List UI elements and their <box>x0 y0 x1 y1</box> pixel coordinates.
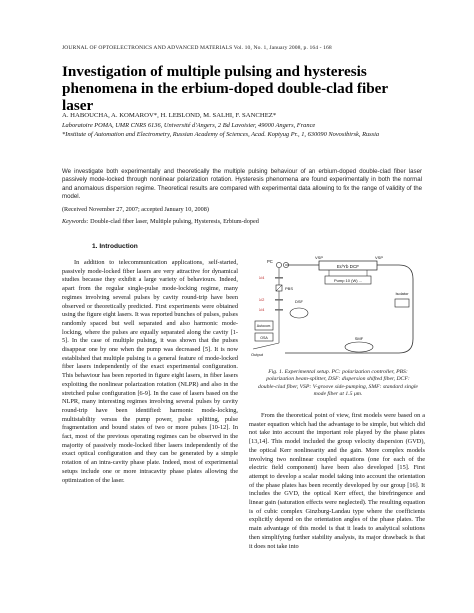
author-list: A. HABOUCHA, A. KOMAROV*, H. LEBLOND, M. SALHI, F. SANCHEZ* <box>62 112 277 119</box>
theory-paragraph: From the theoretical point of view, first models were based on a master equation which had the advantage to be simple, but which did not take into account the important role played by the phase plates [13,14]. This model included the group velocity dispersion (GVD), the optical Kerr nonlinearity and the gain. More complex models involving two nonlinear coupled equations (one for each of the electric field component) have been also developed [15]. First attempt to develop a scalar model taking into account the orientation of the phase plates has been recently developed by our group [16]. It includes the GVD, the optical Kerr effect, the birefringence and linear gain (saturation effects were neglected). The resulting equation is of cubic complex Ginzburg-Landau type where the coefficients explicitly depend on the orientation angles of the phase plates. The main advantage of this model is that it leads to analytical solutions then simplifying further stability analysis, its major drawback is that it does not take into <box>249 412 425 550</box>
isolator-label: Isolator <box>395 291 409 296</box>
abstract: We investigate both experimentally and theoretically the multiple pulsing behaviour of an erbium-doped double-clad fiber laser passively mode-locked through nonlinear polarization rotation. Hysteresis phenomena are found experimentally in both the normal and anomalous dispersion regime. Theoretical results are compared with experimental data allowing to fix the range of validity of the model. <box>62 168 422 201</box>
isolator-box <box>395 299 409 307</box>
keywords-label: Keywords: <box>62 218 89 225</box>
pbs-label: PBS <box>285 286 294 291</box>
vsp-label-1: VSP <box>315 255 324 260</box>
vsp-label-2: VSP <box>375 255 384 260</box>
dcf-label: Er/Yb DCF <box>336 264 360 269</box>
right-column-text <box>249 412 425 551</box>
intro-paragraph: In addition to telecommunication applications, self-started, passively mode-locked fiber lasers are very attractive for dynamical studies because they exhibit a large variety of behaviours. Indeed, apart from the regular single-pulse mode-locking regime, many regimes involving several pulses by cavity round-trip have been observed or theoretically predicted. First experiments were obtained using the figure eight lasers. It was reported bunches of pulses, pulses randomly spaced but well separated and also harmonic mode-locking, where the pulses are equally separated along the cavity [1-5]. In the case of multiple pulsing, it was shown that the pulses disappear one by one when the pump was decreased [5]. It is now established that multiple pulsing is a general feature of mode-locked fiber lasers independently of the exact experimental configuration. This behaviour has been reported in figure eight lasers, in fiber lasers exploiting the nonlinear polarization rotation (NLPR) and also in the stretched pulse configuration [6-9]. In the case of lasers based on the NLPR, many interesting regimes involving several pulses by cavity round-trip have been identified: harmonic mode-locking, multistability versus the pump power, pulse splitting, pulse fragmentation and bound states of two or more pulses [10-12]. In fact, most of the previous operating regimes can be observed in the majority of passively mode-locked fiber lasers independently of the exact optical configuration and they can be generated by a simple rotation of an intra-cavity phase plate. Indeed, most of experimental setups include one or more intracavity phase plates allowing the optimization of the laser. <box>62 259 238 484</box>
osa-label: OSA <box>260 336 268 340</box>
affiliation-1: Laboratoire POMA, UMR CNRS 6136, Université d'Angers, 2 Bd Lavoisier, 49000 Angers, France <box>62 122 316 129</box>
setup-diagram <box>249 255 425 363</box>
lambda4-label-2: λ/4 <box>259 307 265 312</box>
pc-label: PC <box>267 259 273 264</box>
figure-caption: Fig. 1. Experimental setup. PC: polarization controller, PBS: polarization beam-splitter, DSF: dispersion shifted fiber, DCF: double-clad fiber, VSP: V-groove side-pumping, SMF: standard single mode fiber at 1.5 μm. <box>258 369 418 398</box>
smf-label: SMF <box>354 336 364 341</box>
waveplate-3 <box>275 309 283 311</box>
dsf-label: DSF <box>295 299 303 304</box>
output-label: Output <box>251 352 264 357</box>
dsf-coil <box>290 308 308 318</box>
section-heading: 1. Introduction <box>92 243 138 250</box>
pc-loop-1 <box>276 262 281 267</box>
waveplate-1 <box>275 277 283 279</box>
waveplate-2 <box>275 299 283 301</box>
lambda2-label: λ/2 <box>259 297 265 302</box>
keywords-text: Double-clad fiber laser, Multiple pulsing, Hysteresis, Erbium-doped <box>90 218 259 225</box>
pump-label: Pump 10 (W) ... <box>333 278 363 283</box>
received-dates: (Received November 27, 2007; accepted January 10, 2008) <box>62 206 209 213</box>
keywords <box>62 218 422 225</box>
paper-title: Investigation of multiple pulsing and hysteresis phenomena in the erbium-doped double-clad fiber laser <box>62 63 388 114</box>
affiliation-2: *Institute of Automation and Electrometry, Russian Academy of Sciences, Acad. Koptyug Pr., 1, 630090 Novosibirsk, Russia <box>62 131 380 138</box>
journal-header: JOURNAL OF OPTOELECTRONICS AND ADVANCED MATERIALS Vol. 10, No. 1, January 2008, p. 164 - 168 <box>62 45 332 51</box>
left-column-text <box>62 259 238 485</box>
figure-setup <box>249 255 425 363</box>
smf-coil <box>345 342 373 352</box>
lambda4-label-1: λ/4 <box>259 275 265 280</box>
autocorrelator-label: Autocorr. <box>256 324 272 328</box>
